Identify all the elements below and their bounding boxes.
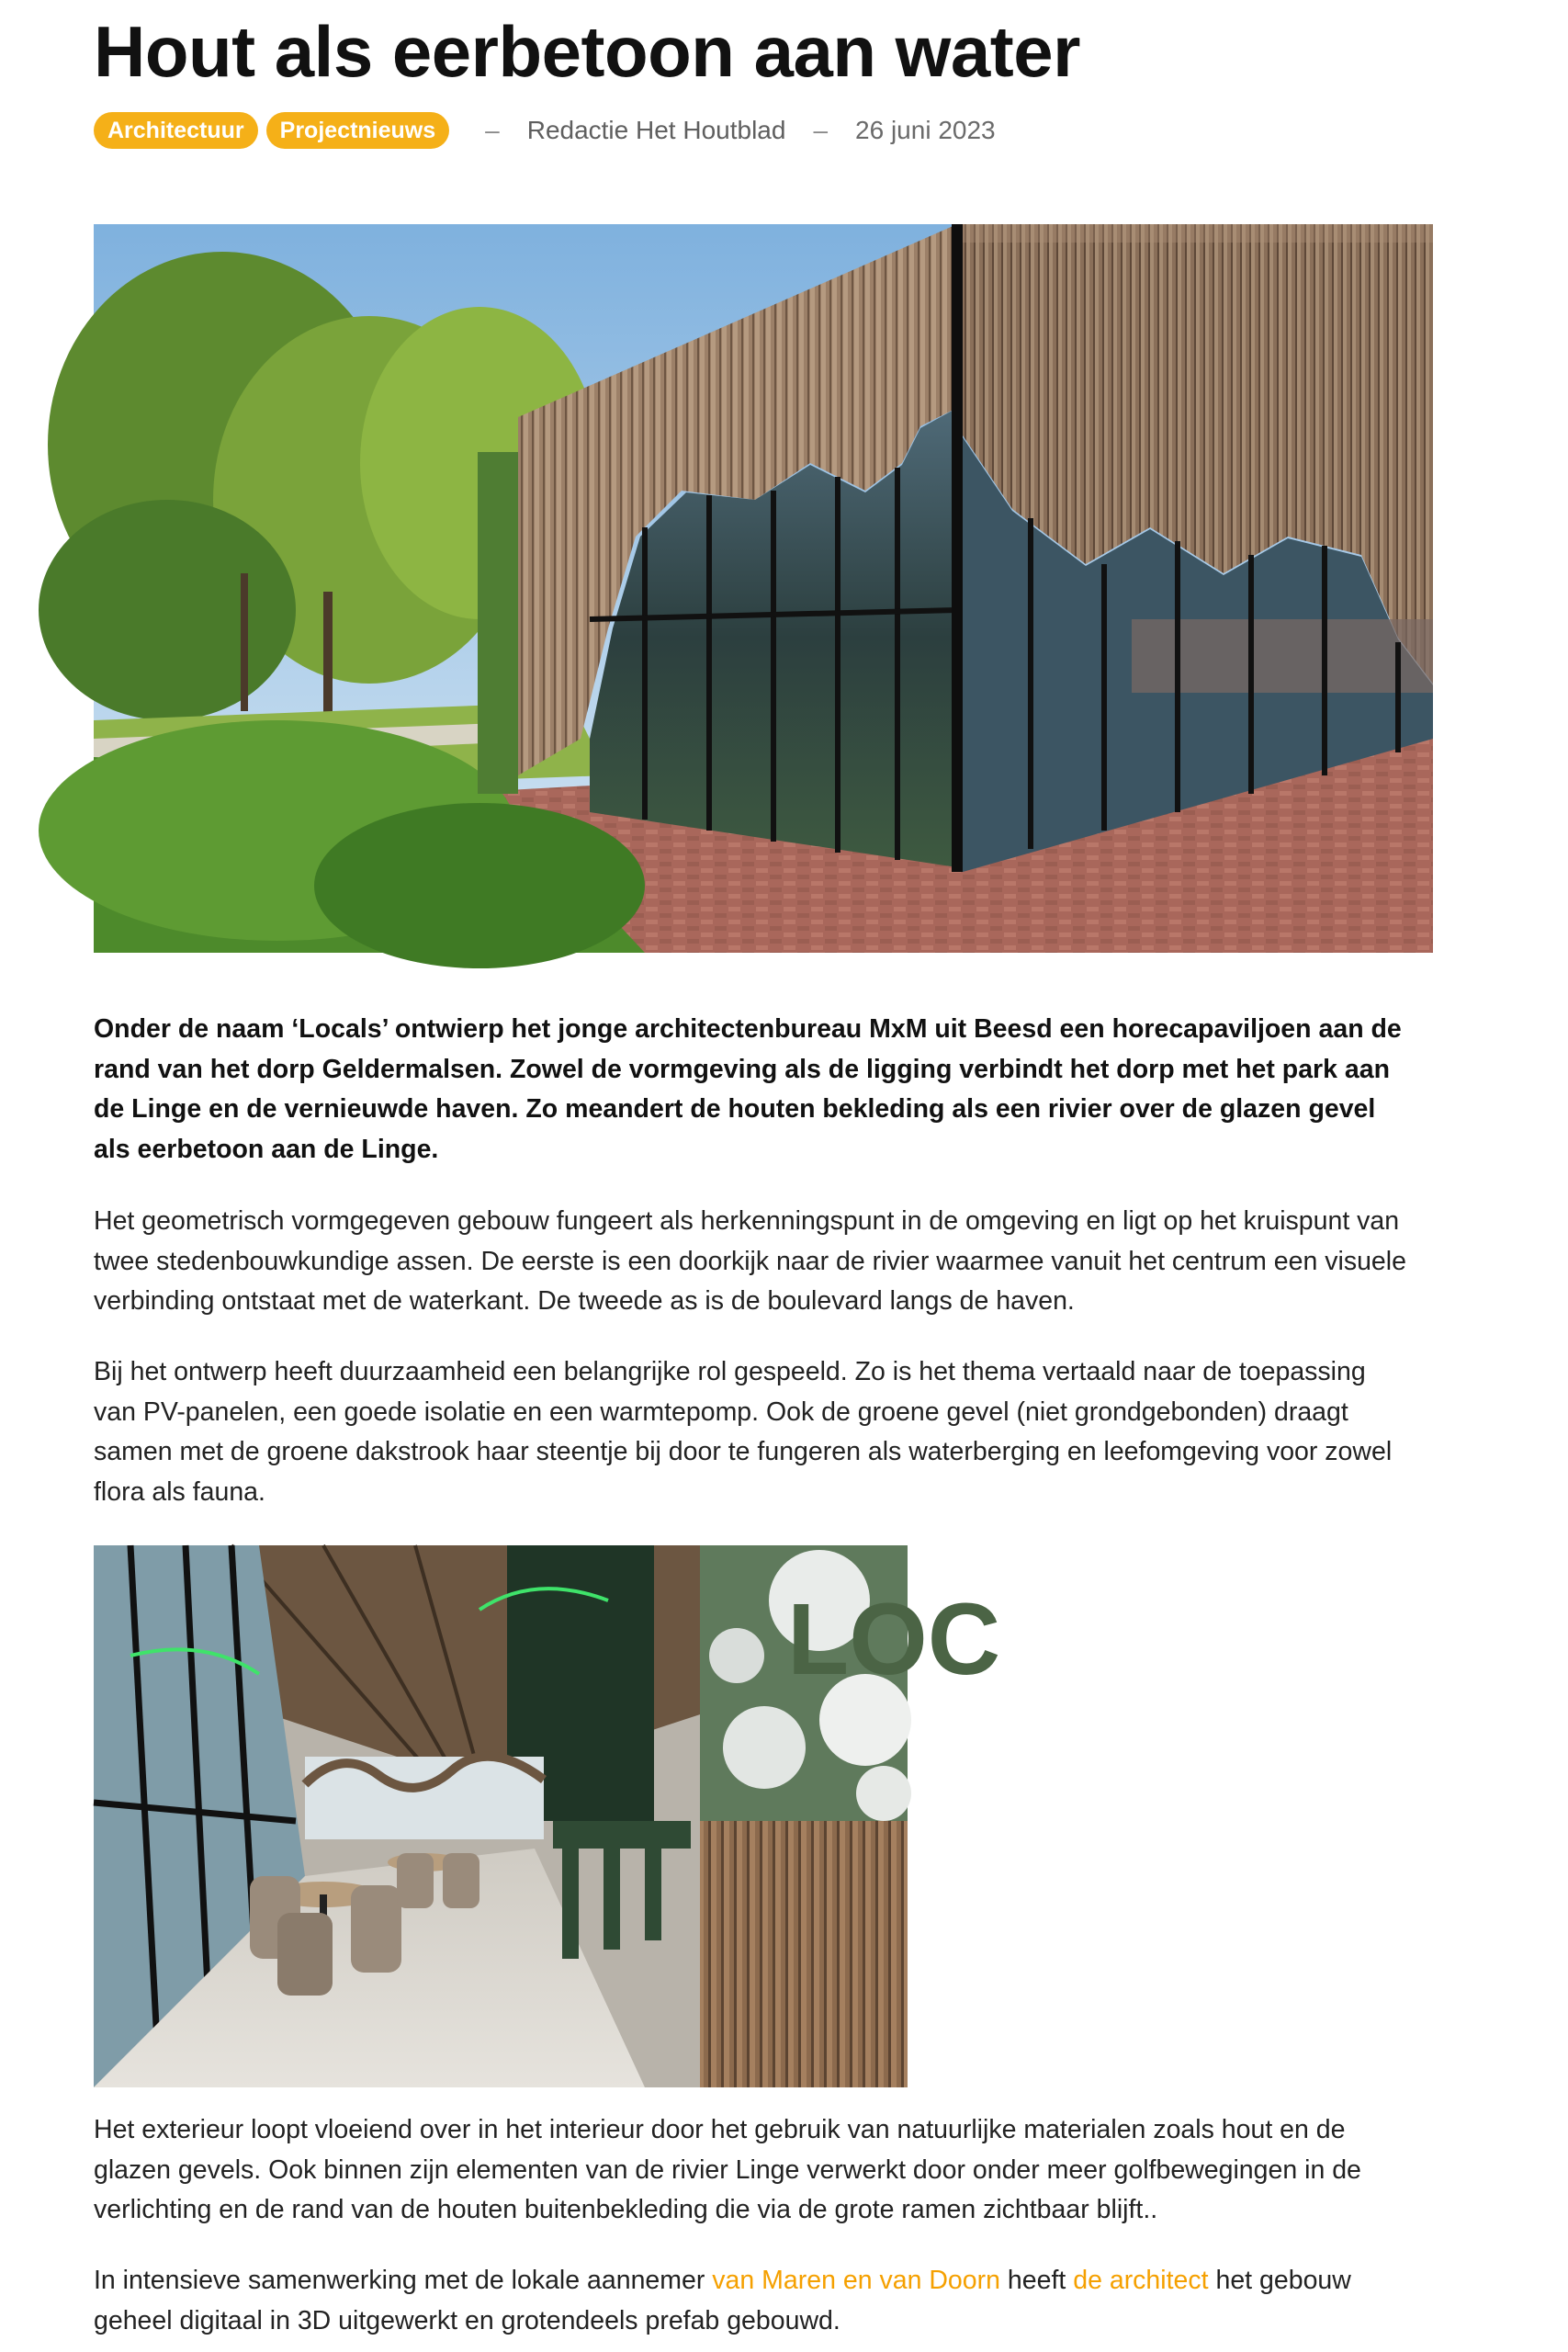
lead-paragraph: Onder de naam ‘Locals’ ontwierp het jonge architectenbureau MxM uit Beesd een horecapaviljoen aan de rand van het dorp Geldermalsen. Zowel de vormgeving als de ligging verbindt het dorp met het park aan de Linge en de vernieuwde haven. Zo meandert de houten bekleding als een rivier over de glazen gevel als eerbetoon aan de Linge.	[94, 1014, 1402, 1164]
interior-sign-text: LOC	[787, 1583, 1001, 1696]
body-paragraph: Het geometrisch vormgegeven gebouw fungeert als herkenningspunt in de omgeving en ligt op het kruispunt van twee stedenbouwkundige assen. De eerste is een doorkijk naar de rivier waarmee vanuit het centrum een visuele verbinding ontstaat met de waterkant. De tweede as is de boulevard langs de haven.	[94, 1206, 1406, 1316]
body-paragraph: Het exterieur loopt vloeiend over in het interieur door het gebruik van natuurlijke materialen zoals hout en de glazen gevels. Ook binnen zijn elementen van de rivier Linge verwerkt door onder meer golfbewegingen in de verlichting en de rand van de houten buitenbekleding die via de grote ramen zichtbaar blijft..	[94, 2115, 1361, 2224]
paragraph-text: heeft	[999, 2266, 1074, 2295]
interior-image	[94, 1545, 1001, 2087]
paragraph-text: het gebouw geheel digitaal in 3D uitgewerkt en grotendeels prefab gebouwd.	[94, 2266, 1351, 2335]
tag-projectnieuws[interactable]: Projectnieuws	[266, 112, 450, 149]
tag-architectuur[interactable]: Architectuur	[94, 112, 258, 149]
link-van-maren-en-van-doorn[interactable]: van Maren en van Doorn	[712, 2266, 1000, 2295]
link-de-architect[interactable]: de architect	[1073, 2266, 1209, 2295]
meta-separator: –	[485, 116, 500, 144]
paragraph-text: In intensieve samenwerking met de lokale aannemer	[94, 2266, 713, 2295]
article-meta	[94, 111, 996, 150]
hero-image	[94, 224, 1433, 953]
body-paragraph	[94, 2261, 1407, 2341]
meta-separator: –	[813, 116, 829, 144]
body-paragraph: Bij het ontwerp heeft duurzaamheid een belangrijke rol gespeeld. Zo is het thema vertaald naar de toepassing van PV-panelen, een goede isolatie en een warmtepomp. Ook de groene gevel (niet grondgebonden) draagt samen met de groene dakstrook haar steentje bij door te fungeren als waterberging en leefomgeving voor zowel flora als fauna.	[94, 1357, 1393, 1507]
publish-date: 26 juni 2023	[855, 116, 996, 144]
article-title: Hout als eerbetoon aan water	[94, 11, 1080, 92]
author-name: Redactie Het Houtblad	[526, 116, 786, 144]
